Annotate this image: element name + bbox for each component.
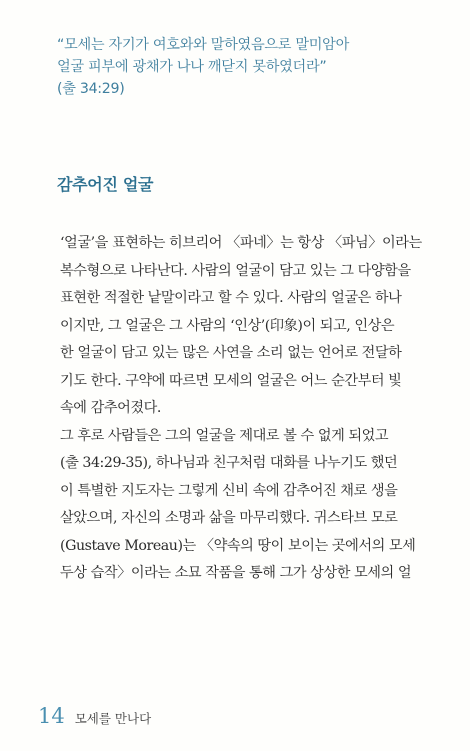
body-line: 두상 습작〉이라는 소묘 작품을 통해 그가 상상한 모세의 얼 — [60, 565, 412, 581]
body-line: 그 후로 사람들은 그의 얼굴을 제대로 볼 수 없게 되었고 — [60, 427, 389, 444]
running-title: 모세를 만나다 — [74, 711, 152, 726]
quote-line: 얼굴 피부에 광채가 나나 깨닫지 못하였더라” — [57, 59, 327, 75]
body-text — [60, 230, 430, 588]
body-line: ‘얼굴’을 표현하는 히브리어 〈파네〉는 항상 〈파님〉이라는 — [60, 235, 422, 251]
quote-line: “모세는 자기가 여호와와 말하였음으로 말미암아 — [57, 37, 349, 53]
quote-citation: (출 34:29) — [57, 81, 125, 97]
body-line: 기도 한다. 구약에 따르면 모세의 얼굴은 어느 순간부터 빛 — [60, 372, 402, 389]
page-footer — [38, 704, 151, 728]
body-line: 한 얼굴이 담고 있는 많은 사연을 소리 없는 언어로 전달하 — [60, 345, 402, 361]
page-number: 14 — [38, 704, 65, 728]
body-line: (Gustave Moreau)는 〈약속의 땅이 보이는 곳에서의 모세 — [60, 537, 416, 554]
body-line: 속에 감추어졌다. — [60, 400, 161, 416]
body-line: 이 특별한 지도자는 그렇게 신비 속에 감추어진 채로 생을 — [60, 482, 398, 499]
body-line: (출 34:29-35), 하나님과 친구처럼 대화를 나누기도 했던 — [60, 455, 398, 471]
epigraph-quote — [57, 34, 447, 100]
body-line: 복수형으로 나타난다. 사람의 얼굴이 담고 있는 그 다양함을 — [60, 262, 411, 279]
body-line: 살았으며, 자신의 소명과 삶을 마무리했다. 귀스타브 모로 — [60, 510, 398, 526]
body-line: 이지만, 그 얼굴은 그 사람의 ‘인상’(印象)이 되고, 인상은 — [60, 317, 395, 334]
body-line: 표현한 적절한 낱말이라고 할 수 있다. 사람의 얼굴은 하나 — [60, 290, 402, 306]
section-heading: 감추어진 얼굴 — [57, 175, 154, 194]
